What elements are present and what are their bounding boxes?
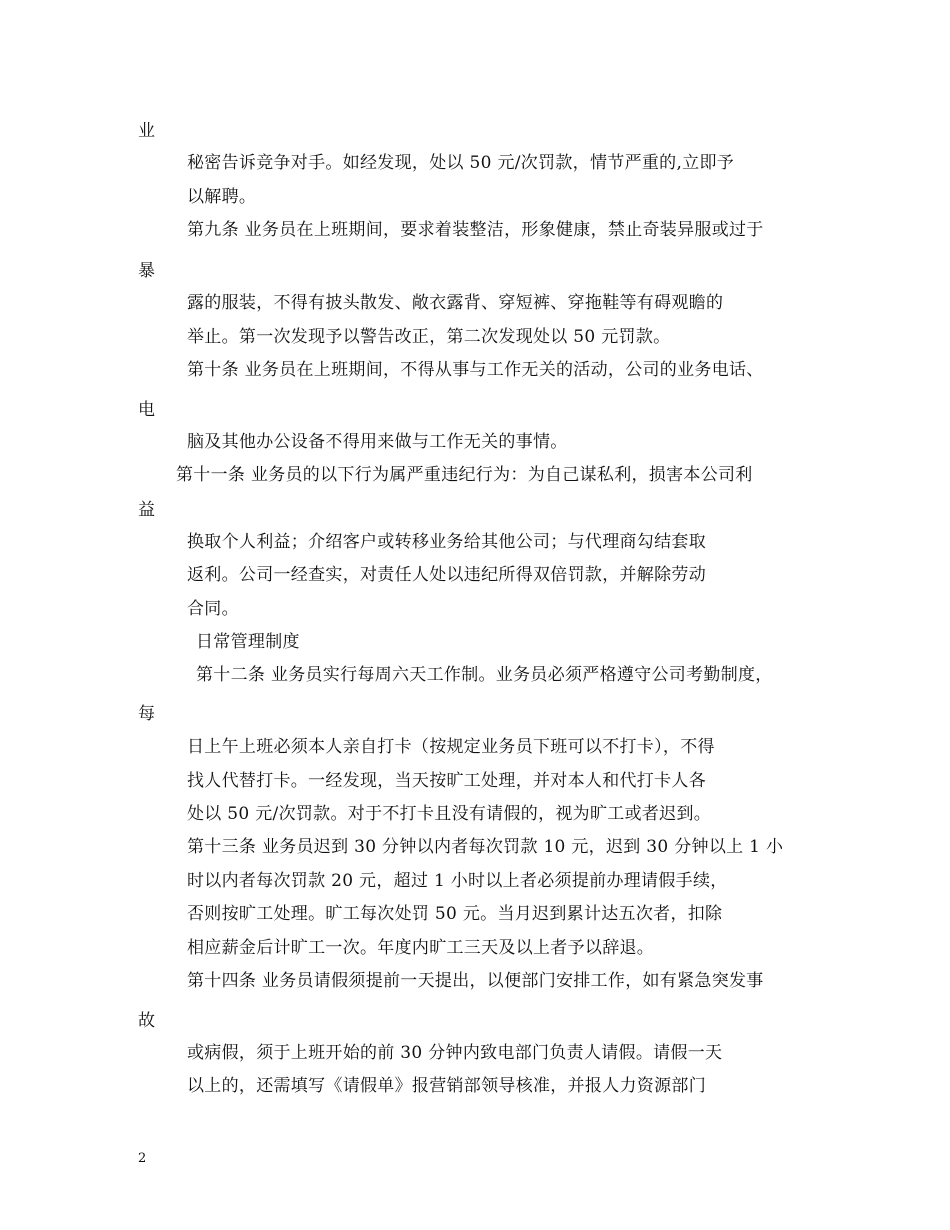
text-line: 第九条 业务员在上班期间，要求着装整洁，形象健康，禁止奇装异服或过于 bbox=[187, 220, 764, 240]
text-line: 第十三条 业务员迟到 30 分钟以内者每次罚款 10 元，迟到 30 分钟以上 1 小 bbox=[187, 837, 784, 857]
text-line: 返利。公司一经查实，对责任人处以违纪所得双倍罚款，并解除劳动 bbox=[187, 565, 706, 585]
text-line: 或病假，须于上班开始的前 30 分钟内致电部门负责人请假。请假一天 bbox=[187, 1043, 723, 1063]
text-line: 脑及其他办公设备不得用来做与工作无关的事情。 bbox=[187, 432, 568, 452]
text-line: 益 bbox=[138, 500, 156, 520]
page-number: 2 bbox=[138, 1151, 147, 1166]
text-line: 每 bbox=[138, 704, 156, 724]
text-line: 相应薪金后计旷工一次。年度内旷工三天及以上者予以辞退。 bbox=[187, 938, 655, 958]
text-line: 露的服装，不得有披头散发、敞衣露背、穿短裤、穿拖鞋等有碍观瞻的 bbox=[187, 293, 724, 313]
text-line: 时以内者每次罚款 20 元，超过 1 小时以上者必须提前办理请假手续， bbox=[187, 871, 728, 891]
text-line: 日上午上班必须本人亲自打卡（按规定业务员下班可以不打卡），不得 bbox=[187, 737, 715, 757]
text-line: 故 bbox=[138, 1011, 156, 1031]
text-line: 业 bbox=[138, 121, 156, 141]
text-line: 以解聘。 bbox=[187, 187, 257, 207]
text-line: 第十四条 业务员请假须提前一天提出，以便部门安排工作，如有紧急突发事 bbox=[187, 971, 764, 991]
text-line: 处以 50 元/次罚款。对于不打卡且没有请假的，视为旷工或者迟到。 bbox=[187, 804, 712, 824]
text-line: 合同。 bbox=[187, 599, 239, 619]
section-heading: 日常管理制度 bbox=[196, 632, 300, 652]
text-line: 以上的，还需填写《请假单》报营销部领导核准，并报人力资源部门 bbox=[187, 1076, 706, 1096]
text-line: 电 bbox=[138, 400, 156, 420]
text-line: 第十二条 业务员实行每周六天工作制。业务员必须严格遵守公司考勤制度， bbox=[196, 665, 773, 685]
text-line: 否则按旷工处理。旷工每次处罚 50 元。当月迟到累计达五次者，扣除 bbox=[187, 904, 723, 924]
text-line: 换取个人利益；介绍客户或转移业务给其他公司；与代理商勾结套取 bbox=[187, 532, 706, 552]
text-line: 秘密告诉竞争对手。如经发现，处以 50 元/次罚款，情节严重的,立即予 bbox=[187, 153, 735, 173]
text-line: 举止。第一次发现予以警告改正，第二次发现处以 50 元罚款。 bbox=[187, 327, 671, 347]
text-line: 找人代替打卡。一经发现，当天按旷工处理，并对本人和代打卡人各 bbox=[187, 771, 706, 791]
text-line: 第十一条 业务员的以下行为属严重违纪行为：为自己谋私利，损害本公司利 bbox=[176, 465, 753, 485]
text-line: 暴 bbox=[138, 261, 156, 281]
text-line: 第十条 业务员在上班期间，不得从事与工作无关的活动，公司的业务电话、 bbox=[187, 360, 764, 380]
